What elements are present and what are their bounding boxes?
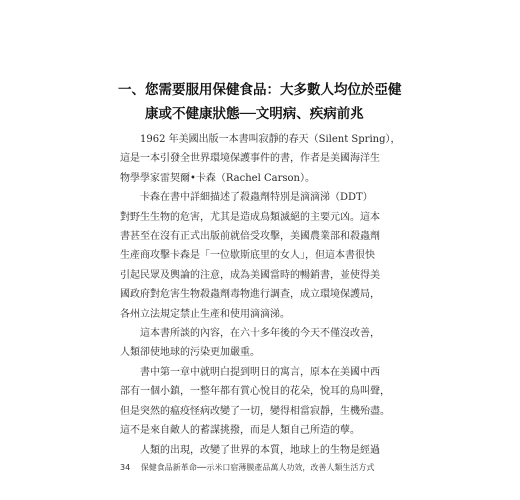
- paragraph-1: [120, 130, 420, 188]
- text-line: 卡森在書中詳細描述了殺蟲劑特別是滴滴涕（DDT）: [140, 192, 373, 204]
- section-heading: [118, 78, 418, 126]
- text-line: 物學學家雷契爾•卡森（Rachel Carson）。: [120, 172, 315, 184]
- text-line: 書中第一章中就明白提到明日的寓言，原本在美國中西: [140, 366, 380, 378]
- page-footer: [120, 462, 420, 473]
- text-line: 各州立法規定禁止生產和使用滴滴涕。: [120, 308, 290, 320]
- text-line: 書甚至在沒有正式出版前就倍受攻擊，美國農業部和殺蟲劑: [120, 231, 380, 243]
- text-line: 國政府對危害生物殺蟲劑毒物進行調查，成立環境保護局，: [120, 289, 380, 301]
- running-title: 保健食品新革命──示米口宿薄膜產品萬人功效，改善人類生活方式: [140, 463, 375, 472]
- paragraph-5: [120, 441, 420, 460]
- paragraph-4: [120, 363, 420, 441]
- text-line: 1962 年美國出版一本書叫寂靜的春天（Silent Spring），: [140, 134, 401, 145]
- text-line: 這不是來自敵人的蓄謀挑撥，而是人類自己所造的孽。: [120, 425, 360, 437]
- text-line: 但是突然的瘟疫怪病改變了一切，變得相當寂靜，生機殆盡。: [120, 405, 390, 417]
- text-line: 這是一本引發全世界環境保護事件的書，作者是美國海洋生: [120, 153, 380, 165]
- text-line: 人類卻使地球的污染更加嚴重。: [120, 347, 260, 359]
- text-line: 引起民眾及輿論的注意，成為美國當時的暢銷書，並使得美: [120, 269, 380, 281]
- paragraph-3: [120, 324, 420, 363]
- page-number: 34: [120, 463, 131, 472]
- body-text: [120, 130, 420, 460]
- heading-line-1: 一、您需要服用保健食品：大多數人均位於亞健: [118, 82, 402, 98]
- text-line: 人類的出現，改變了世界的本質，地球上的生物是經過: [140, 444, 380, 456]
- text-line: 部有一個小鎮，一整年都有賞心悅目的花朵，悅耳的鳥叫聲，: [120, 386, 390, 398]
- text-line: 這本書所談的內容，在六十多年後的今天不僅沒改善，: [140, 328, 380, 340]
- text-line: 對野生生物的危害，尤其是造成鳥類滅絕的主要元凶。這本: [120, 211, 380, 223]
- text-line: 生產商攻擊卡森是「一位歇斯底里的女人」，但這本書很快: [120, 250, 375, 262]
- paragraph-2: [120, 188, 420, 324]
- heading-line-2: 康或不健康狀態──文明病、疾病前兆: [145, 106, 364, 122]
